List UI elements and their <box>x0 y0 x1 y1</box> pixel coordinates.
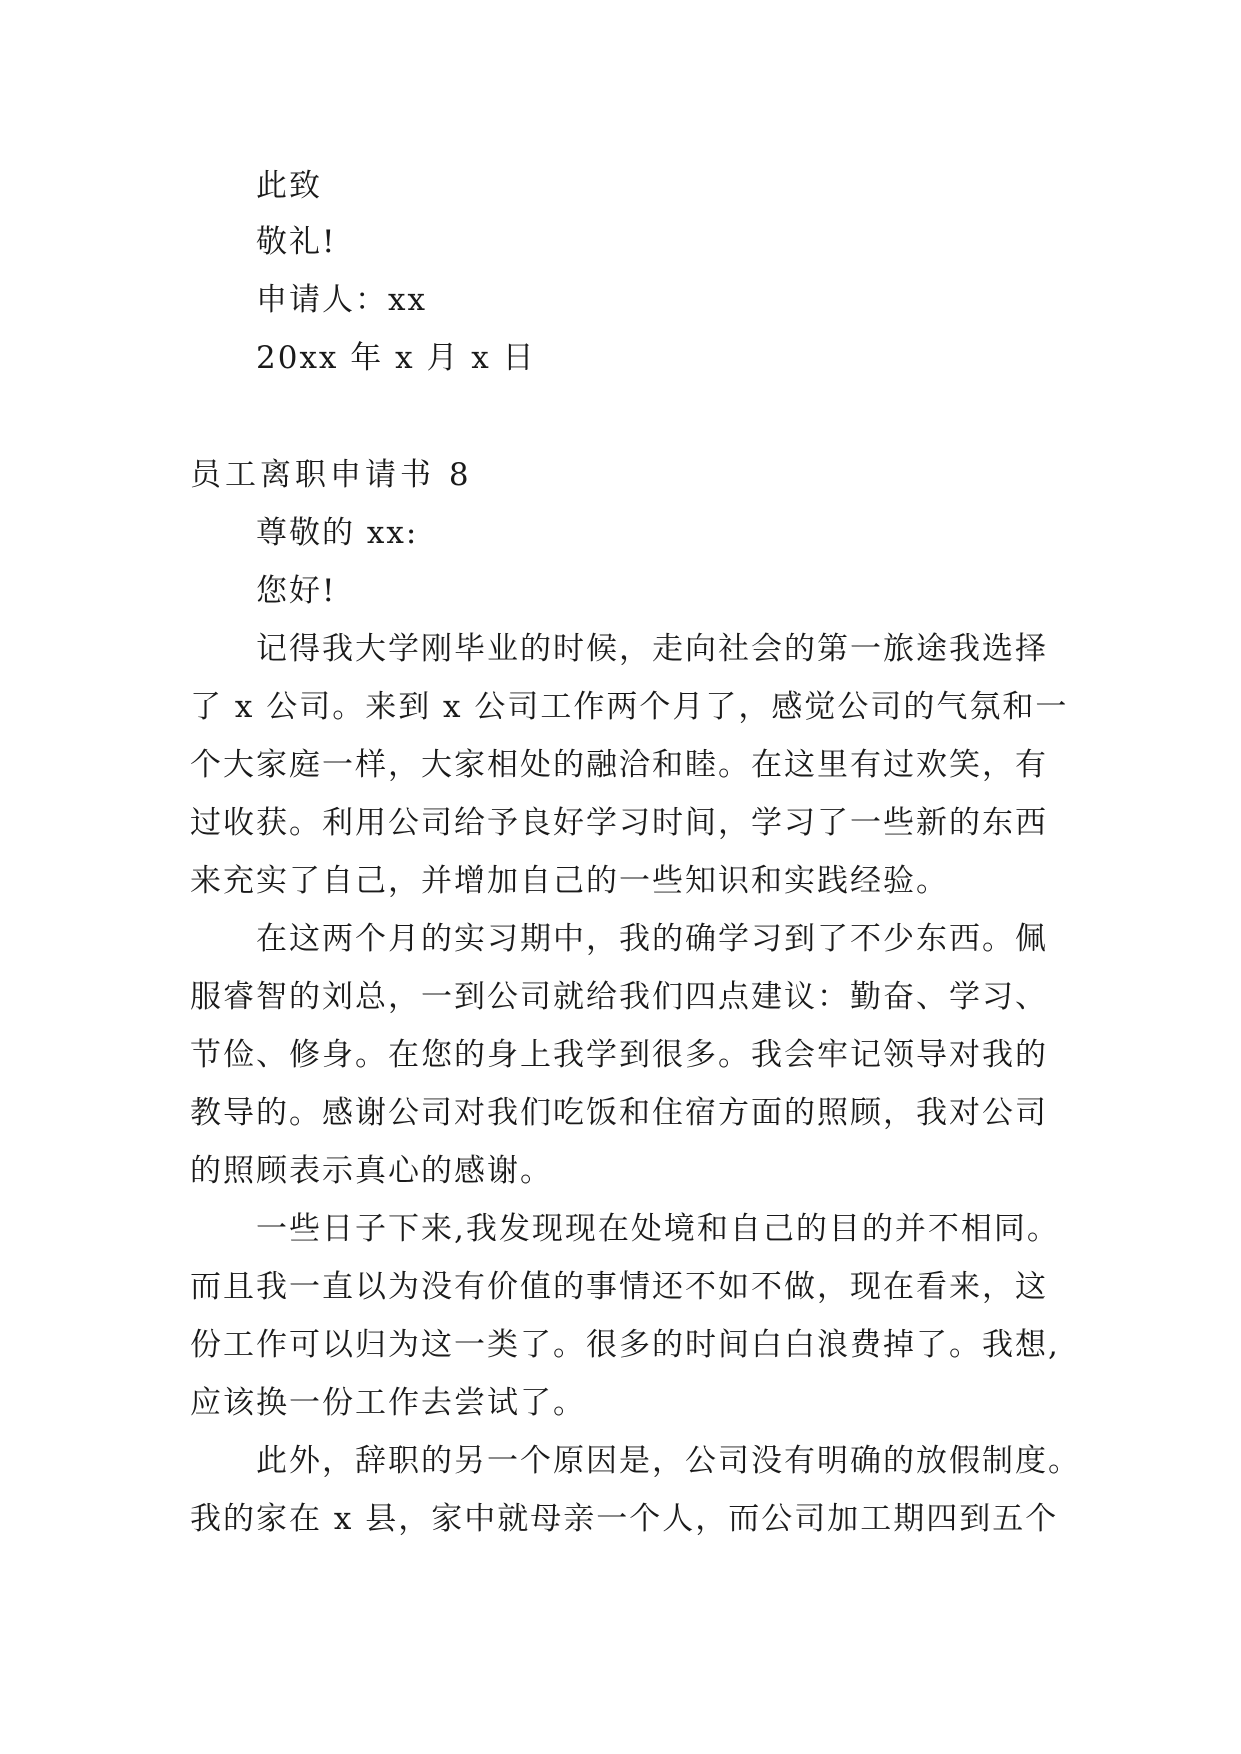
paragraph-1-line-2: 了 x 公司。来到 x 公司工作两个月了，感觉公司的气氛和一 <box>190 689 1069 725</box>
closing-date: 20xx 年 x 月 x 日 <box>256 340 536 376</box>
letter-greeting: 尊敬的 xx: <box>256 515 419 551</box>
paragraph-3-line-1: 一些日子下来,我发现现在处境和自己的目的并不相同。 <box>256 1211 1060 1247</box>
paragraph-2-line-4: 教导的。感谢公司对我们吃饭和住宿方面的照顾，我对公司 <box>190 1095 1048 1131</box>
paragraph-3-line-4: 应该换一份工作去尝试了。 <box>190 1385 586 1421</box>
paragraph-4-line-1: 此外，辞职的另一个原因是，公司没有明确的放假制度。 <box>256 1443 1081 1479</box>
closing-salutation: 此致 <box>256 168 322 204</box>
closing-applicant: 申请人：xx <box>256 282 427 318</box>
paragraph-1-line-5: 来充实了自己，并增加自己的一些知识和实践经验。 <box>190 863 949 899</box>
letter-hello: 您好! <box>256 573 337 609</box>
paragraph-2-line-1: 在这两个月的实习期中，我的确学习到了不少东西。佩 <box>256 921 1048 957</box>
closing-regards: 敬礼! <box>256 224 337 260</box>
letter-title: 员工离职申请书 8 <box>190 457 473 493</box>
paragraph-4-line-2: 我的家在 x 县，家中就母亲一个人，而公司加工期四到五个 <box>190 1501 1059 1537</box>
paragraph-1-line-4: 过收获。利用公司给予良好学习时间，学习了一些新的东西 <box>190 805 1048 841</box>
paragraph-2-line-3: 节俭、修身。在您的身上我学到很多。我会牢记领导对我的 <box>190 1037 1048 1073</box>
paragraph-2-line-2: 服睿智的刘总，一到公司就给我们四点建议：勤奋、学习、 <box>190 979 1048 1015</box>
paragraph-3-line-3: 份工作可以归为这一类了。很多的时间白白浪费掉了。我想, <box>190 1327 1060 1363</box>
paragraph-1-line-1: 记得我大学刚毕业的时候，走向社会的第一旅途我选择 <box>256 631 1048 667</box>
paragraph-3-line-2: 而且我一直以为没有价值的事情还不如不做，现在看来，这 <box>190 1269 1048 1305</box>
paragraph-2-line-5: 的照顾表示真心的感谢。 <box>190 1153 553 1189</box>
paragraph-1-line-3: 个大家庭一样，大家相处的融洽和睦。在这里有过欢笑，有 <box>190 747 1048 783</box>
